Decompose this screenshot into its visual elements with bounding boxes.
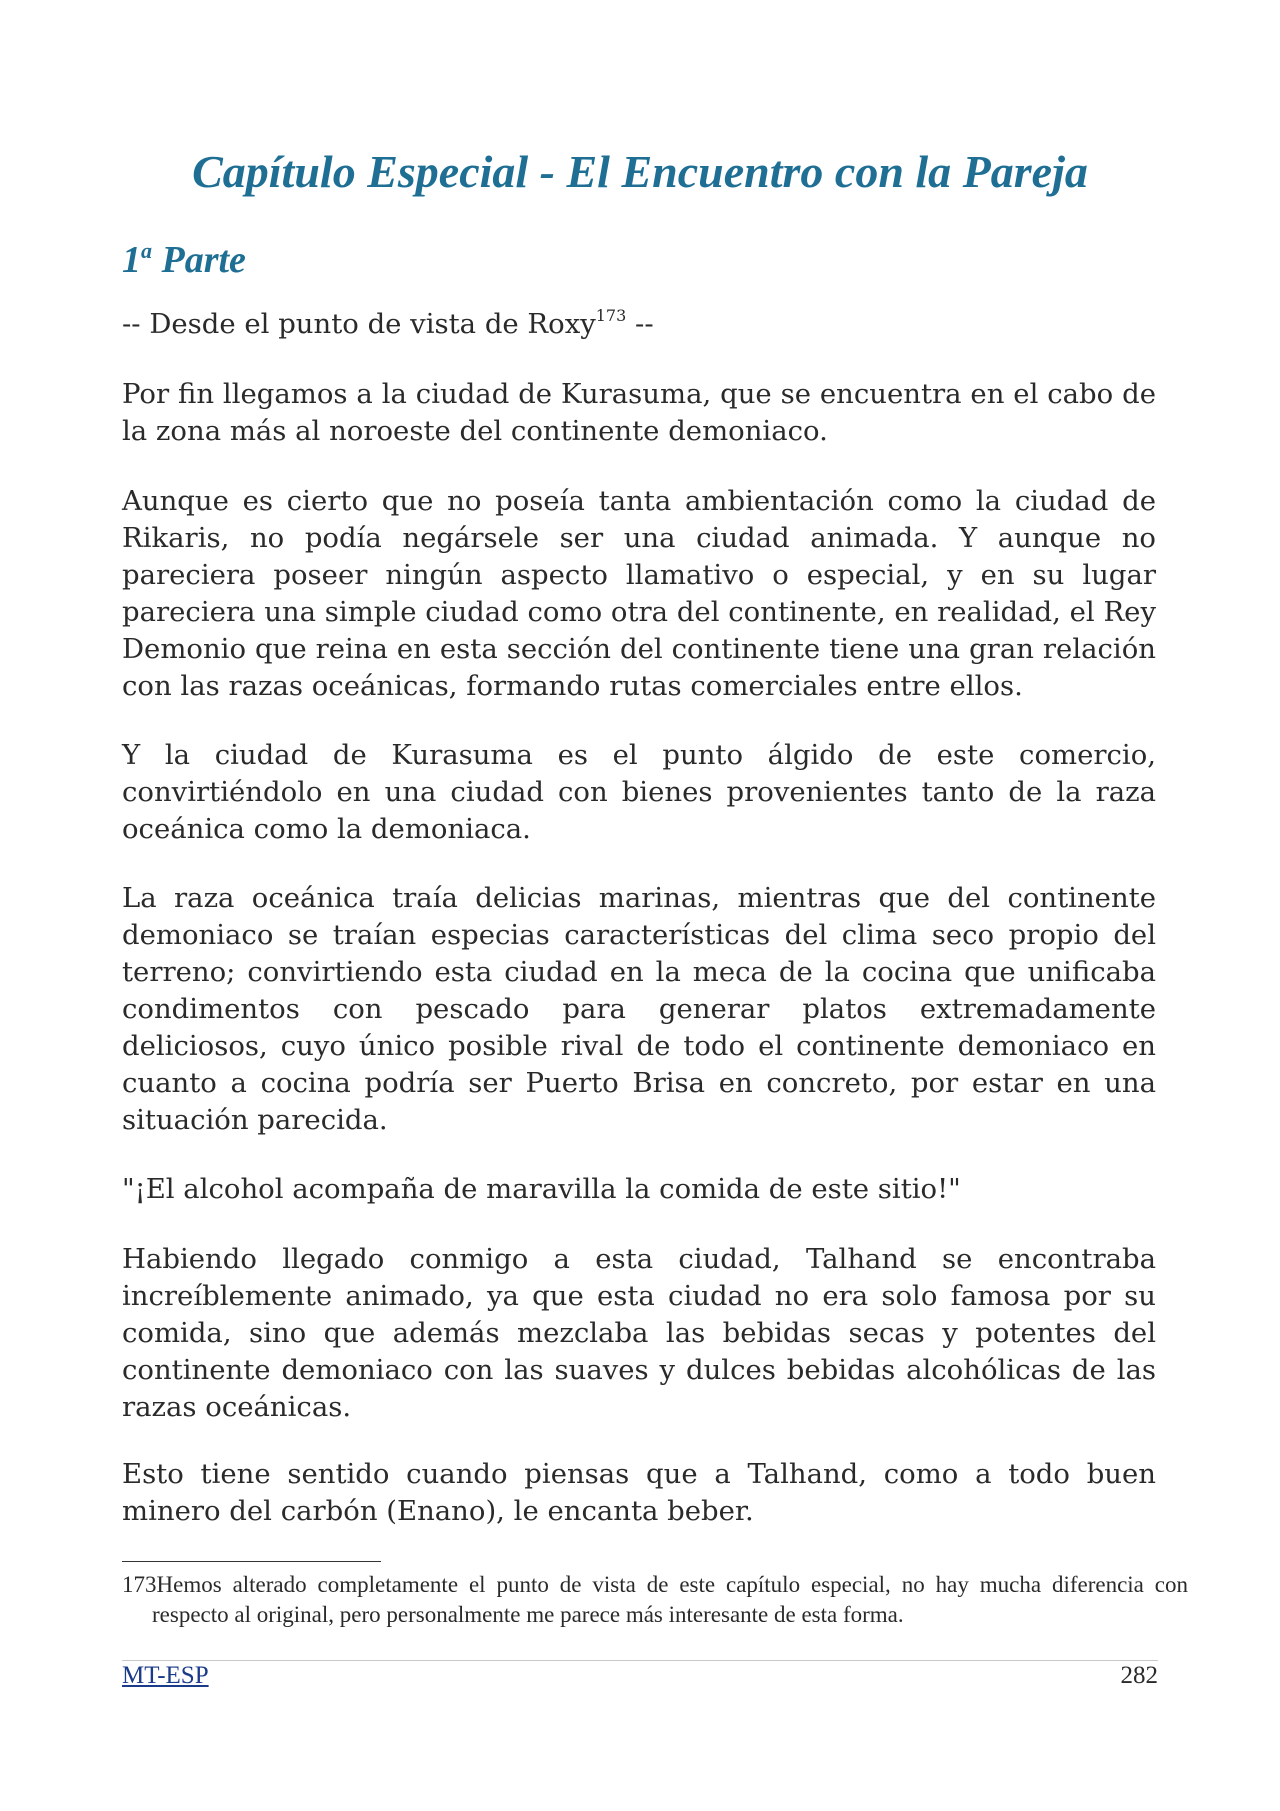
part-ordinal: a	[141, 238, 152, 263]
dialogue-paragraph: "¡El alcohol acompaña de maravilla la comida de este sitio!"	[122, 1173, 961, 1205]
part-label: Parte	[152, 239, 246, 281]
paragraph: La raza oceánica traía delicias marinas, mientras que del continente demoniaco se traían especias características del clima seco propio del terreno; convirtiendo esta ciudad en la meca de la cocina que unificaba condimentos con pescado para generar platos extremadamente deliciosos, cuyo único posible rival de todo el continente demoniaco en cuanto a cocina podría ser Puerto Brisa en concreto, por estar en una situación parecida.	[122, 882, 1156, 1136]
pov-text-end: --	[626, 308, 654, 340]
paragraph: Aunque es cierto que no poseía tanta ambientación como la ciudad de Rikaris, no podía negársele ser una ciudad animada. Y aunque no pareciera poseer ningún aspecto llamativo o especial, y en su lugar pareciera una simple ciudad como otra del continente, en realidad, el Rey Demonio que reina en esta sección del continente tiene una gran relación con las razas oceánicas, formando rutas comerciales entre ellos.	[122, 485, 1156, 702]
point-of-view-line	[122, 306, 1156, 343]
footer-divider	[122, 1660, 1158, 1661]
part-heading	[122, 238, 246, 282]
footnote-divider	[122, 1561, 381, 1562]
footnote: 173Hemos alterado completamente el punto de vista de este capítulo especial, no hay mucha diferencia con respecto al original, pero personalmente me parece más interesante de esta forma.	[122, 1572, 1188, 1627]
paragraph: Habiendo llegado conmigo a esta ciudad, Talhand se encontraba increíblemente animado, ya que esta ciudad no era solo famosa por su comida, sino que además mezclaba las bebidas secas y potentes del continente demoniaco con las suaves y dulces bebidas alcohólicas de las razas oceánicas.	[122, 1243, 1156, 1423]
part-number: 1	[122, 239, 141, 281]
chapter-title: Capítulo Especial - El Encuentro con la Pareja	[192, 146, 1088, 197]
page-number: 282	[1120, 1662, 1158, 1689]
paragraph: Esto tiene sentido cuando piensas que a Talhand, como a todo buen minero del carbón (Enano), le encanta beber.	[122, 1458, 1156, 1527]
footnote-reference: 173	[595, 306, 627, 325]
paragraph: Por fin llegamos a la ciudad de Kurasuma, que se encuentra en el cabo de la zona más al noroeste del continente demoniaco.	[122, 378, 1156, 447]
footer-link-mt-esp[interactable]: MT-ESP	[122, 1662, 209, 1689]
paragraph: Y la ciudad de Kurasuma es el punto álgido de este comercio, convirtiéndolo en una ciudad con bienes provenientes tanto de la raza oceánica como la demoniaca.	[122, 739, 1156, 845]
pov-text: -- Desde el punto de vista de Roxy	[122, 308, 596, 340]
